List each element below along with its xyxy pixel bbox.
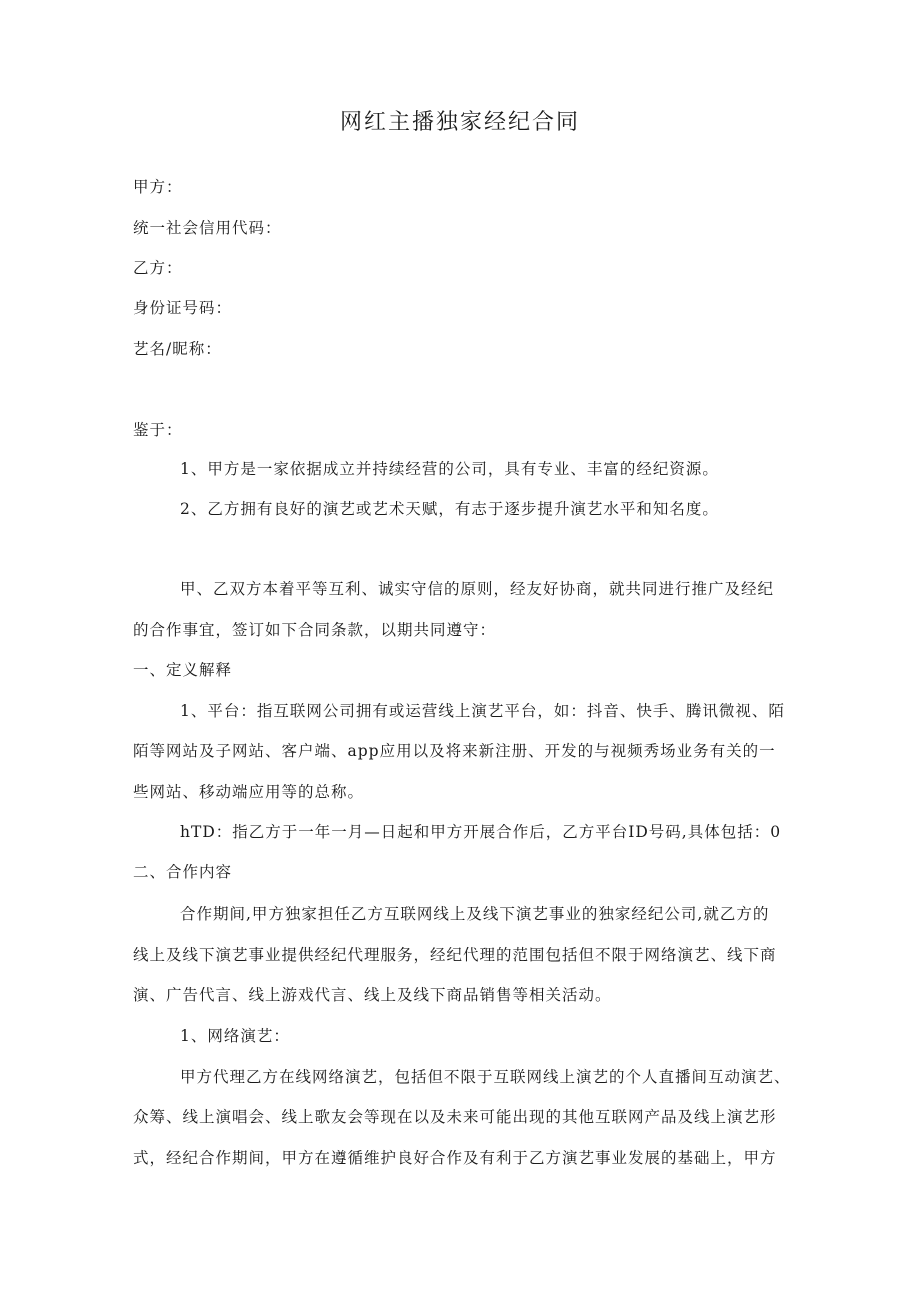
whereas-item: 2、乙方拥有良好的演艺或艺术天赋，有志于逐步提升演艺水平和知名度。 xyxy=(180,500,719,518)
cooperation-intro-line: 演、广告代言、线上游戏代言、线上及线下商品销售等相关活动。 xyxy=(133,986,612,1004)
cooperation-intro-line: 合作期间,甲方独家担任乙方互联网线上及线下演艺事业的独家经纪公司,就乙方的 xyxy=(180,905,770,923)
online-performance-line: 甲方代理乙方在线网络演艺，包括但不限于互联网线上演艺的个人直播间互动演艺、 xyxy=(180,1068,791,1086)
platform-definition-line: 些网站、移动端应用等的总称。 xyxy=(133,783,365,801)
cooperation-intro-line: 线上及线下演艺事业提供经纪代理服务，经纪代理的范围包括但不限于网络演艺、线下商 xyxy=(133,946,777,964)
id-number-field: 身份证号码： xyxy=(133,299,233,317)
whereas-item: 1、甲方是一家依据成立并持续经营的公司，具有专业、丰富的经纪资源。 xyxy=(180,460,719,478)
section-heading-cooperation: 二、合作内容 xyxy=(133,863,233,881)
credit-code-field: 统一社会信用代码： xyxy=(133,219,282,237)
online-performance-line: 式，经纪合作期间，甲方在遵循维护良好合作及有利于乙方演艺事业发展的基础上，甲方 xyxy=(133,1149,777,1167)
party-b-field: 乙方： xyxy=(133,259,183,277)
online-performance-line: 众筹、线上演唱会、线上歌友会等现在以及未来可能出现的其他互联网产品及线上演艺形 xyxy=(133,1108,777,1126)
online-performance-heading: 1、网络演艺： xyxy=(180,1027,290,1045)
preamble-line: 甲、乙双方本着平等互利、诚实守信的原则，经友好协商，就共同进行推广及经纪 xyxy=(180,580,775,598)
preamble-line: 的合作事宜，签订如下合同条款，以期共同遵守： xyxy=(133,621,497,639)
contract-title: 网红主播独家经纪合同 xyxy=(339,110,580,135)
platform-definition-line: 1、平台：指互联网公司拥有或运营线上演艺平台，如：抖音、快手、腾讯微视、陌 xyxy=(180,702,785,720)
whereas-heading: 鉴于： xyxy=(133,421,183,439)
section-heading-definitions: 一、定义解释 xyxy=(133,661,233,679)
platform-definition-line: 陌等网站及子网站、客户端、app应用以及将来新注册、开发的与视频秀场业务有关的一 xyxy=(133,742,776,760)
htd-definition-line: hTD：指乙方于一年一月—日起和甲方开展合作后，乙方平台ID号码,具体包括：0 xyxy=(180,823,782,841)
stage-name-field: 艺名/昵称： xyxy=(133,340,222,358)
party-a-field: 甲方： xyxy=(133,178,183,196)
